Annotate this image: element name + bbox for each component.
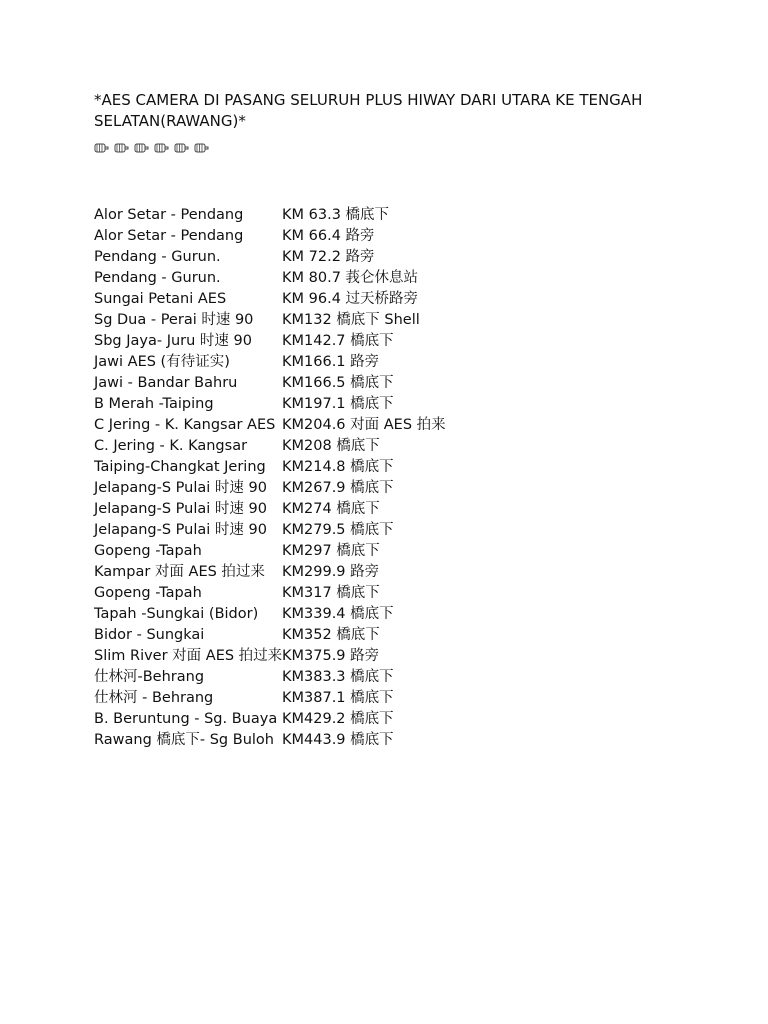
km-location: KM317 橋底下 — [282, 585, 380, 601]
km-location: KM429.2 橋底下 — [282, 711, 394, 727]
km-location: KM208 橋底下 — [282, 438, 380, 454]
hand-pointing-down-icon — [114, 143, 130, 155]
pointing-hands-row — [94, 143, 210, 155]
km-location: KM 72.2 路旁 — [282, 249, 375, 265]
route-name: Pendang - Gurun. — [94, 270, 221, 286]
route-name: Kampar 对面 AES 拍过来 — [94, 564, 265, 580]
list-item — [94, 499, 446, 520]
km-location: KM383.3 橋底下 — [282, 669, 394, 685]
route-name: Jelapang-S Pulai 时速 90 — [94, 501, 267, 517]
route-name: Taiping-Changkat Jering — [94, 459, 266, 475]
hand-pointing-down-icon — [134, 143, 150, 155]
km-location: KM339.4 橋底下 — [282, 606, 394, 622]
document-title: *AES CAMERA DI PASANG SELURUH PLUS HIWAY DARI UTARA KE TENGAH SELATAN(RAWANG)* — [94, 91, 643, 130]
list-item — [94, 667, 446, 688]
km-location: KM166.5 橋底下 — [282, 375, 394, 391]
route-name: Slim River 对面 AES 拍过来 — [94, 648, 283, 664]
route-name: Alor Setar - Pendang — [94, 207, 244, 223]
route-name: C Jering - K. Kangsar AES — [94, 417, 276, 433]
hand-pointing-down-icon — [194, 143, 210, 155]
list-item — [94, 373, 446, 394]
route-name: Jelapang-S Pulai 时速 90 — [94, 480, 267, 496]
km-location: KM352 橋底下 — [282, 627, 380, 643]
route-name: Jawi - Bandar Bahru — [94, 375, 238, 391]
list-item — [94, 331, 446, 352]
km-location: KM197.1 橋底下 — [282, 396, 394, 412]
list-item — [94, 457, 446, 478]
km-location: KM443.9 橋底下 — [282, 732, 394, 748]
route-name: Bidor - Sungkai — [94, 627, 205, 643]
list-item — [94, 562, 446, 583]
route-name: Pendang - Gurun. — [94, 249, 221, 265]
route-name: Gopeng -Tapah — [94, 585, 202, 601]
route-name: Sg Dua - Perai 时速 90 — [94, 312, 254, 328]
km-location: KM214.8 橋底下 — [282, 459, 394, 475]
hand-pointing-down-icon — [174, 143, 190, 155]
list-item — [94, 310, 446, 331]
list-item — [94, 415, 446, 436]
km-location: KM166.1 路旁 — [282, 354, 380, 370]
route-name: 仕林河 - Behrang — [94, 690, 214, 706]
list-item — [94, 289, 446, 310]
list-item — [94, 205, 446, 226]
km-location: KM204.6 对面 AES 拍来 — [282, 417, 446, 433]
hand-pointing-down-icon — [94, 143, 110, 155]
km-location: KM 96.4 过天桥路旁 — [282, 291, 419, 307]
list-item — [94, 604, 446, 625]
list-item — [94, 247, 446, 268]
route-name: Sungai Petani AES — [94, 291, 227, 307]
km-location: KM274 橋底下 — [282, 501, 380, 517]
km-location: KM297 橋底下 — [282, 543, 380, 559]
list-item — [94, 226, 446, 247]
km-location: KM132 橋底下 Shell — [282, 312, 420, 328]
route-name: Alor Setar - Pendang — [94, 228, 244, 244]
hand-pointing-down-icon — [154, 143, 170, 155]
route-name: Gopeng -Tapah — [94, 543, 202, 559]
km-location: KM 63.3 橋底下 — [282, 207, 390, 223]
list-item — [94, 583, 446, 604]
list-item — [94, 625, 446, 646]
route-name: 仕林河-Behrang — [94, 669, 205, 685]
list-item — [94, 352, 446, 373]
list-item — [94, 709, 446, 730]
km-location: KM299.9 路旁 — [282, 564, 380, 580]
route-name: C. Jering - K. Kangsar — [94, 438, 248, 454]
km-location: KM387.1 橋底下 — [282, 690, 394, 706]
route-name: Jelapang-S Pulai 时速 90 — [94, 522, 267, 538]
km-location: KM279.5 橋底下 — [282, 522, 394, 538]
list-item — [94, 478, 446, 499]
km-location: KM375.9 路旁 — [282, 648, 380, 664]
route-name: Sbg Jaya- Juru 时速 90 — [94, 333, 252, 349]
list-item — [94, 268, 446, 289]
km-location: KM 66.4 路旁 — [282, 228, 375, 244]
km-location: KM267.9 橋底下 — [282, 480, 394, 496]
list-item — [94, 688, 446, 709]
km-location: KM 80.7 莪仑休息站 — [282, 270, 419, 286]
list-item — [94, 520, 446, 541]
route-name: B. Beruntung - Sg. Buaya — [94, 711, 278, 727]
km-location: KM142.7 橋底下 — [282, 333, 394, 349]
list-item — [94, 436, 446, 457]
camera-location-list — [94, 205, 446, 751]
list-item — [94, 394, 446, 415]
list-item — [94, 541, 446, 562]
route-name: Tapah -Sungkai (Bidor) — [94, 606, 259, 622]
list-item — [94, 646, 446, 667]
list-item — [94, 730, 446, 751]
route-name: B Merah -Taiping — [94, 396, 214, 412]
route-name: Rawang 橋底下- Sg Buloh — [94, 732, 274, 748]
route-name: Jawi AES (有待证实) — [94, 354, 230, 370]
